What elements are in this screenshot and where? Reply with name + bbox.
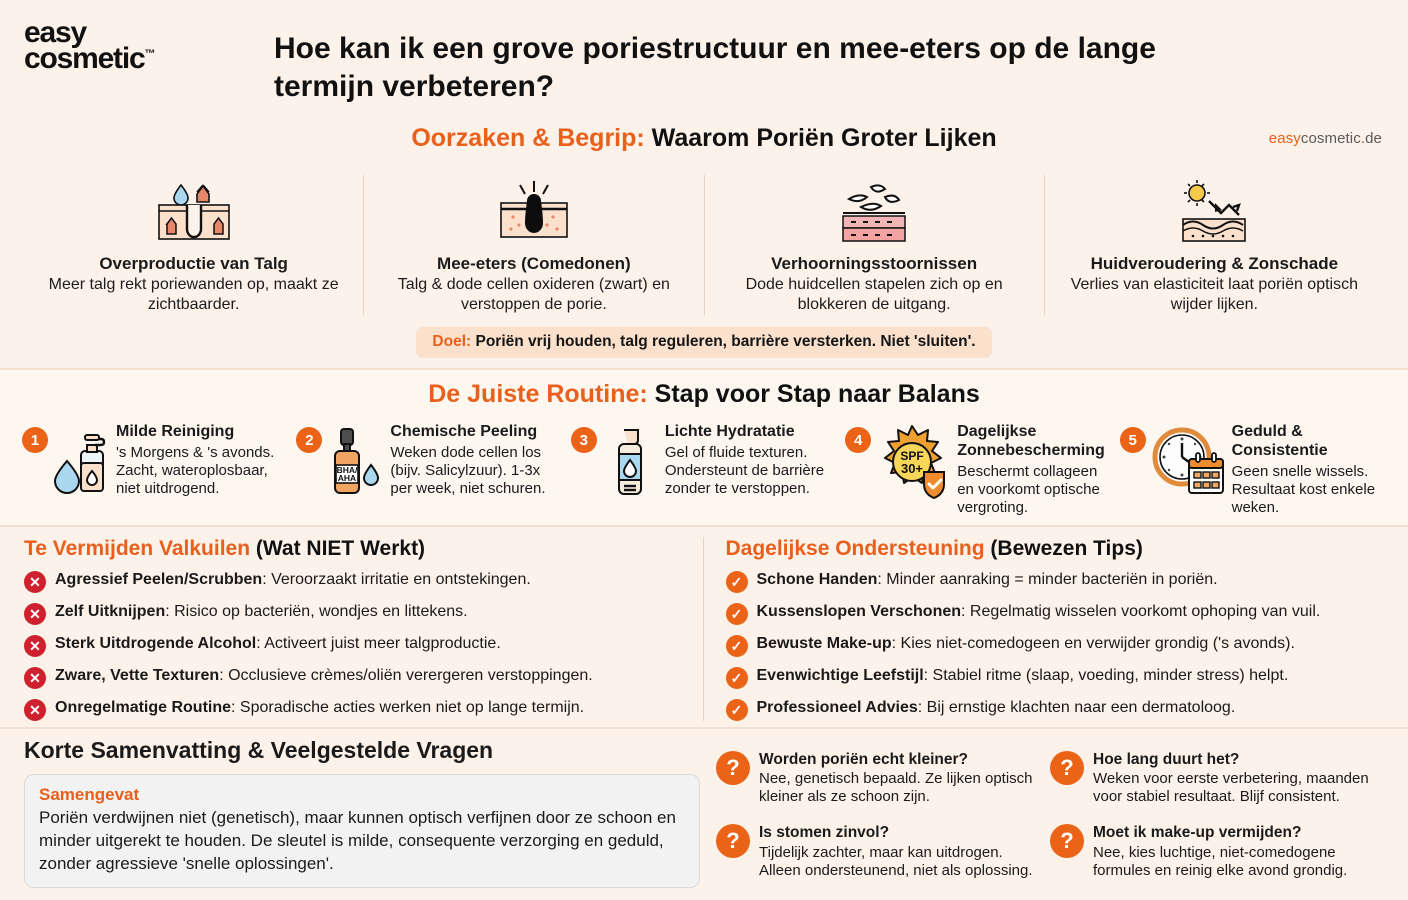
skin-flakes-icon	[831, 175, 917, 243]
cleanser-pump-bottle-icon	[50, 423, 112, 501]
question-mark-icon: ?	[716, 824, 750, 858]
question-mark-icon: ?	[1050, 824, 1084, 858]
item-bold: Kussenslopen Verschonen	[756, 603, 962, 620]
clock-calendar-icon	[1148, 423, 1228, 501]
brand-url-grey: cosmetic.de	[1300, 130, 1382, 147]
cross-circle-icon: ✕	[24, 571, 46, 593]
faq-question: Hoe lang duurt het?	[1093, 751, 1240, 768]
item-bold: Zelf Uitknijpen	[55, 603, 166, 620]
faq-answer: Weken voor eerste verbetering, maanden voor stabiel resultaat. Blijf consistent.	[1093, 770, 1369, 806]
cause-card-sebum	[24, 175, 363, 315]
cross-circle-icon: ✕	[24, 667, 46, 689]
step-description: Weken dode cellen los (bijv. Salicylzuur). 1-3x per week, niet schuren.	[390, 444, 546, 498]
list-item	[726, 634, 1385, 657]
step-text-block	[386, 423, 562, 498]
svg-text:AHA: AHA	[338, 473, 357, 484]
item-bold: Evenwichtige Leefstijl	[756, 667, 924, 684]
tips-column	[704, 537, 1385, 721]
header	[0, 0, 1408, 120]
goal-banner	[416, 327, 991, 358]
item-rest: : Sporadische acties werken niet op lange termijn.	[231, 699, 585, 716]
svg-text:BHA/: BHA/	[337, 465, 358, 476]
item-bold: Professioneel Advies	[756, 699, 918, 716]
summary-column	[24, 737, 716, 898]
item-rest: : Stabiel ritme (slaap, voeding, minder stress) helpt.	[923, 667, 1289, 684]
step-number-badge: 5	[1120, 427, 1146, 453]
cause-heading: Huidveroudering & Zonschade	[1090, 254, 1339, 273]
item-bold: Sterk Uitdrogende Alcohol	[55, 635, 257, 652]
item-rest: : Occlusieve crèmes/oliën verergeren verstoppingen.	[219, 667, 593, 684]
step-heading: Chemische Peeling	[390, 423, 538, 441]
logo-trademark: ™	[144, 48, 155, 61]
goal-banner-wrap	[24, 327, 1384, 368]
cross-circle-icon: ✕	[24, 603, 46, 625]
step-description: 's Morgens & 's avonds. Zacht, wateroplosbaar, niet uitdrogend.	[116, 444, 275, 498]
item-bold: Agressief Peelen/Scrubben	[55, 571, 263, 588]
faq-answer: Tijdelijk zachter, maar kan uitdrogen. Alleen ondersteunend, niet als oplossing.	[759, 843, 1033, 879]
cause-heading: Verhoorningsstoornissen	[771, 254, 978, 273]
easycosmetic-logo	[24, 14, 274, 76]
pitfalls-heading	[24, 537, 683, 561]
pitfalls-tips-section	[0, 527, 1408, 727]
cause-card-keratinization	[704, 175, 1044, 315]
item-rest: : Risico op bacteriën, wondjes en littekens.	[165, 603, 468, 620]
routine-step-5	[1116, 423, 1390, 517]
check-circle-icon: ✓	[726, 571, 748, 593]
logo-line-2: cosmetic	[24, 42, 145, 76]
cross-circle-icon: ✕	[24, 635, 46, 657]
summary-text: Poriën verdwijnen niet (genetisch), maar kunnen optisch verfijnen door ze schoon en minder uitgerekt te houden. De sleutel is milde, consequente verzorging en geduld, zonder agressieve 'snelle oplossingen'.	[39, 808, 676, 873]
svg-text:SPF: SPF	[900, 449, 924, 464]
summary-heading: Korte Samenvatting & Veelgestelde Vragen	[24, 737, 494, 763]
item-bold: Bewuste Make-up	[756, 635, 892, 652]
list-item	[726, 570, 1385, 593]
faq-question: Worden poriën echt kleiner?	[759, 751, 969, 768]
check-circle-icon: ✓	[726, 603, 748, 625]
faq-item	[1050, 751, 1384, 824]
item-rest: : Regelmatig wisselen voorkomt ophoping van vuil.	[961, 603, 1321, 620]
blackhead-comedone-icon	[491, 175, 577, 243]
faq-question: Is stomen zinvol?	[759, 824, 890, 842]
pitfalls-heading-accent: Te Vermijden Valkuilen	[24, 537, 251, 560]
faq-answer: Nee, kies luchtige, niet-comedogene formules en reinig elke avond grondig.	[1093, 843, 1348, 879]
step-number-badge: 2	[296, 427, 322, 453]
step-number-badge: 1	[22, 427, 48, 453]
serum-dropper-bottle-icon	[324, 423, 386, 501]
step-text-block	[1228, 423, 1386, 517]
check-circle-icon: ✓	[726, 699, 748, 721]
routine-step-4	[841, 423, 1115, 517]
logo-line-1: easy	[24, 16, 86, 49]
svg-text:30+: 30+	[901, 461, 924, 477]
step-text-block	[112, 423, 288, 498]
summary-faq-section	[0, 729, 1408, 898]
routine-step-3	[567, 423, 841, 517]
causes-section-title	[24, 124, 1384, 153]
causes-section	[0, 120, 1408, 368]
cause-text: Verlies van elasticiteit laat poriën optisch wijder lijken.	[1070, 276, 1358, 314]
question-mark-icon: ?	[1050, 751, 1084, 785]
pitfalls-heading-rest: (Wat NIET Werkt)	[250, 537, 426, 560]
item-rest: : Kies niet-comedogeen en verwijder grondig ('s avonds).	[891, 635, 1295, 652]
spf-sun-shield-icon	[873, 423, 953, 501]
list-item	[726, 698, 1385, 721]
list-item	[24, 698, 683, 721]
goal-text: Poriën vrij houden, talg reguleren, barrière versterken. Niet 'sluiten'.	[471, 333, 976, 351]
question-mark-icon: ?	[716, 751, 750, 785]
list-item	[24, 570, 683, 593]
routine-steps	[18, 423, 1390, 517]
routine-step-1	[18, 423, 292, 517]
item-rest: : Veroorzaakt irritatie en ontstekingen.	[262, 571, 531, 588]
item-rest: : Bij ernstige klachten naar een dermatoloog.	[917, 699, 1236, 716]
routine-title-rest: Stap voor Stap naar Balans	[647, 380, 980, 409]
faq-question: Moet ik make-up vermijden?	[1093, 824, 1302, 842]
cause-text: Talg & dode cellen oxideren (zwart) en verstoppen de porie.	[397, 276, 670, 314]
cross-circle-icon: ✕	[24, 699, 46, 721]
sun-skin-aging-icon	[1171, 175, 1257, 243]
routine-step-2	[292, 423, 566, 517]
routine-section	[0, 370, 1408, 525]
item-bold: Zware, Vette Texturen	[55, 667, 220, 684]
cause-text: Dode huidcellen stapelen zich op en blokkeren de uitgang.	[745, 276, 1003, 314]
step-description: Gel of fluide texturen. Ondersteunt de barrière zonder te verstoppen.	[664, 444, 825, 498]
goal-label: Doel:	[432, 333, 472, 351]
check-circle-icon: ✓	[726, 635, 748, 657]
summary-box	[24, 774, 700, 888]
step-heading: Geduld & Consistentie	[1231, 423, 1328, 460]
tips-heading	[726, 537, 1385, 561]
cause-heading: Overproductie van Talg	[99, 254, 288, 273]
step-number-badge: 4	[845, 427, 871, 453]
item-rest: : Activeert juist meer talgproductie.	[256, 635, 501, 652]
list-item	[24, 602, 683, 625]
step-description: Beschermt collageen en voorkomt optische vergroting.	[957, 463, 1100, 516]
tips-heading-accent: Dagelijkse Ondersteuning	[725, 537, 985, 560]
faq-item	[716, 824, 1050, 897]
causes-title-rest: Waarom Poriën Groter Lijken	[644, 124, 997, 152]
faq-answer: Nee, genetisch bepaald. Ze lijken optisch kleiner als ze schoon zijn.	[759, 770, 1033, 806]
pitfalls-column	[24, 537, 704, 721]
list-item	[726, 666, 1385, 689]
faq-item	[716, 751, 1050, 824]
check-circle-icon: ✓	[726, 667, 748, 689]
list-item	[726, 602, 1385, 625]
brand-url	[1269, 130, 1382, 147]
step-text-block	[661, 423, 837, 498]
tips-heading-rest: (Bewezen Tips)	[984, 537, 1143, 560]
cause-heading: Mee-eters (Comedonen)	[437, 254, 631, 273]
cause-card-aging	[1044, 175, 1384, 315]
pore-sebum-icon	[151, 175, 237, 243]
causes-title-accent: Oorzaken & Begrip:	[411, 124, 645, 152]
faq-item	[1050, 824, 1384, 897]
step-heading: Dagelijkse Zonnebescherming	[957, 423, 1105, 460]
step-heading: Milde Reiniging	[116, 423, 235, 441]
moisturizer-pump-bottle-icon	[599, 423, 661, 501]
faq-column	[716, 737, 1384, 898]
cause-text: Meer talg rekt poriewanden op, maakt ze zichtbaarder.	[48, 276, 339, 314]
step-text-block	[953, 423, 1111, 517]
list-item	[24, 634, 683, 657]
step-heading: Lichte Hydratatie	[664, 423, 795, 441]
cause-card-comedones	[363, 175, 703, 315]
summary-label: Samengevat	[39, 785, 140, 804]
routine-title-accent: De Juiste Routine:	[428, 380, 648, 409]
item-bold: Onregelmatige Routine	[55, 699, 232, 716]
step-number-badge: 3	[571, 427, 597, 453]
item-rest: : Minder aanraking = minder bacteriën in poriën.	[877, 571, 1218, 588]
page-title: Hoe kan ik een grove poriestructuur en mee-eters op de lange termijn verbeteren?	[274, 32, 1156, 104]
causes-row	[24, 175, 1384, 315]
step-description: Geen snelle wissels. Resultaat kost enkele weken.	[1231, 463, 1376, 516]
routine-section-title	[18, 380, 1390, 409]
item-bold: Schone Handen	[756, 571, 878, 588]
list-item	[24, 666, 683, 689]
brand-url-orange: easy	[1268, 130, 1301, 147]
